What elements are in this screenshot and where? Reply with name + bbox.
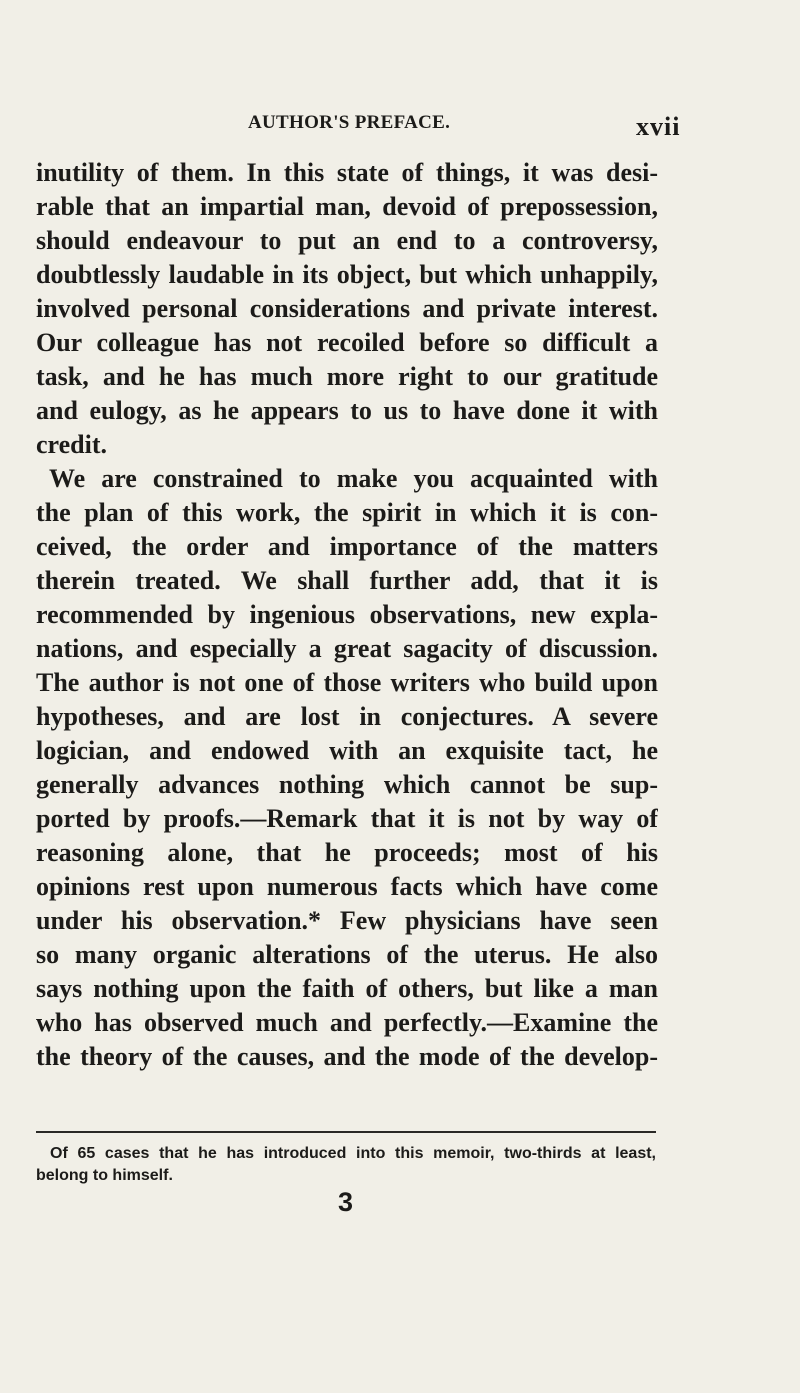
footnote-rule <box>36 1131 656 1133</box>
text-line: under his observation.* Few physicians have seen <box>36 906 658 935</box>
text-line: the plan of this work, the spirit in which it is con- <box>36 498 658 527</box>
text-line: and eulogy, as he appears to us to have done it with <box>36 396 658 425</box>
text-line: who has observed much and perfectly.—Examine the <box>36 1008 658 1037</box>
text-line: recommended by ingenious observations, new expla- <box>36 600 658 629</box>
text-line: hypotheses, and are lost in conjectures. A severe <box>36 702 658 731</box>
text-line: credit. <box>36 430 107 459</box>
text-line: inutility of them. In this state of things, it was desi- <box>36 158 658 187</box>
text-line: ported by proofs.—Remark that it is not by way of <box>36 804 658 833</box>
text-line: task, and he has much more right to our gratitude <box>36 362 658 391</box>
text-line: ceived, the order and importance of the matters <box>36 532 658 561</box>
text-line: generally advances nothing which cannot be sup- <box>36 770 658 799</box>
text-line: reasoning alone, that he proceeds; most of his <box>36 838 658 867</box>
text-line: logician, and endowed with an exquisite tact, he <box>36 736 658 765</box>
text-line: says nothing upon the faith of others, but like a man <box>36 974 658 1003</box>
footnote-line: belong to himself. <box>36 1167 173 1184</box>
text-line: opinions rest upon numerous facts which have come <box>36 872 658 901</box>
running-head: AUTHOR'S PREFACE. <box>248 112 451 133</box>
text-line: should endeavour to put an end to a controversy, <box>36 226 658 255</box>
text-line: doubtlessly laudable in its object, but which unhappily, <box>36 260 658 289</box>
text-line: Our colleague has not recoiled before so difficult a <box>36 328 658 357</box>
text-line: rable that an impartial man, devoid of prepossession, <box>36 192 658 221</box>
text-line: so many organic alterations of the uterus. He also <box>36 940 658 969</box>
text-line: therein treated. We shall further add, that it is <box>36 566 658 595</box>
text-line: involved personal considerations and private interest. <box>36 294 658 323</box>
text-line: nations, and especially a great sagacity of discussion. <box>36 634 658 663</box>
footnote-line: Of 65 cases that he has introduced into this memoir, two-thirds at least, <box>50 1145 656 1162</box>
text-line: the theory of the causes, and the mode of the develop- <box>36 1042 658 1071</box>
text-line: The author is not one of those writers who build upon <box>36 668 658 697</box>
signature-mark: 3 <box>338 1187 354 1217</box>
page-number: xvii <box>636 112 681 141</box>
text-line: We are constrained to make you acquainted with <box>49 464 658 493</box>
body-text <box>36 156 658 1074</box>
footnote <box>36 1143 656 1187</box>
